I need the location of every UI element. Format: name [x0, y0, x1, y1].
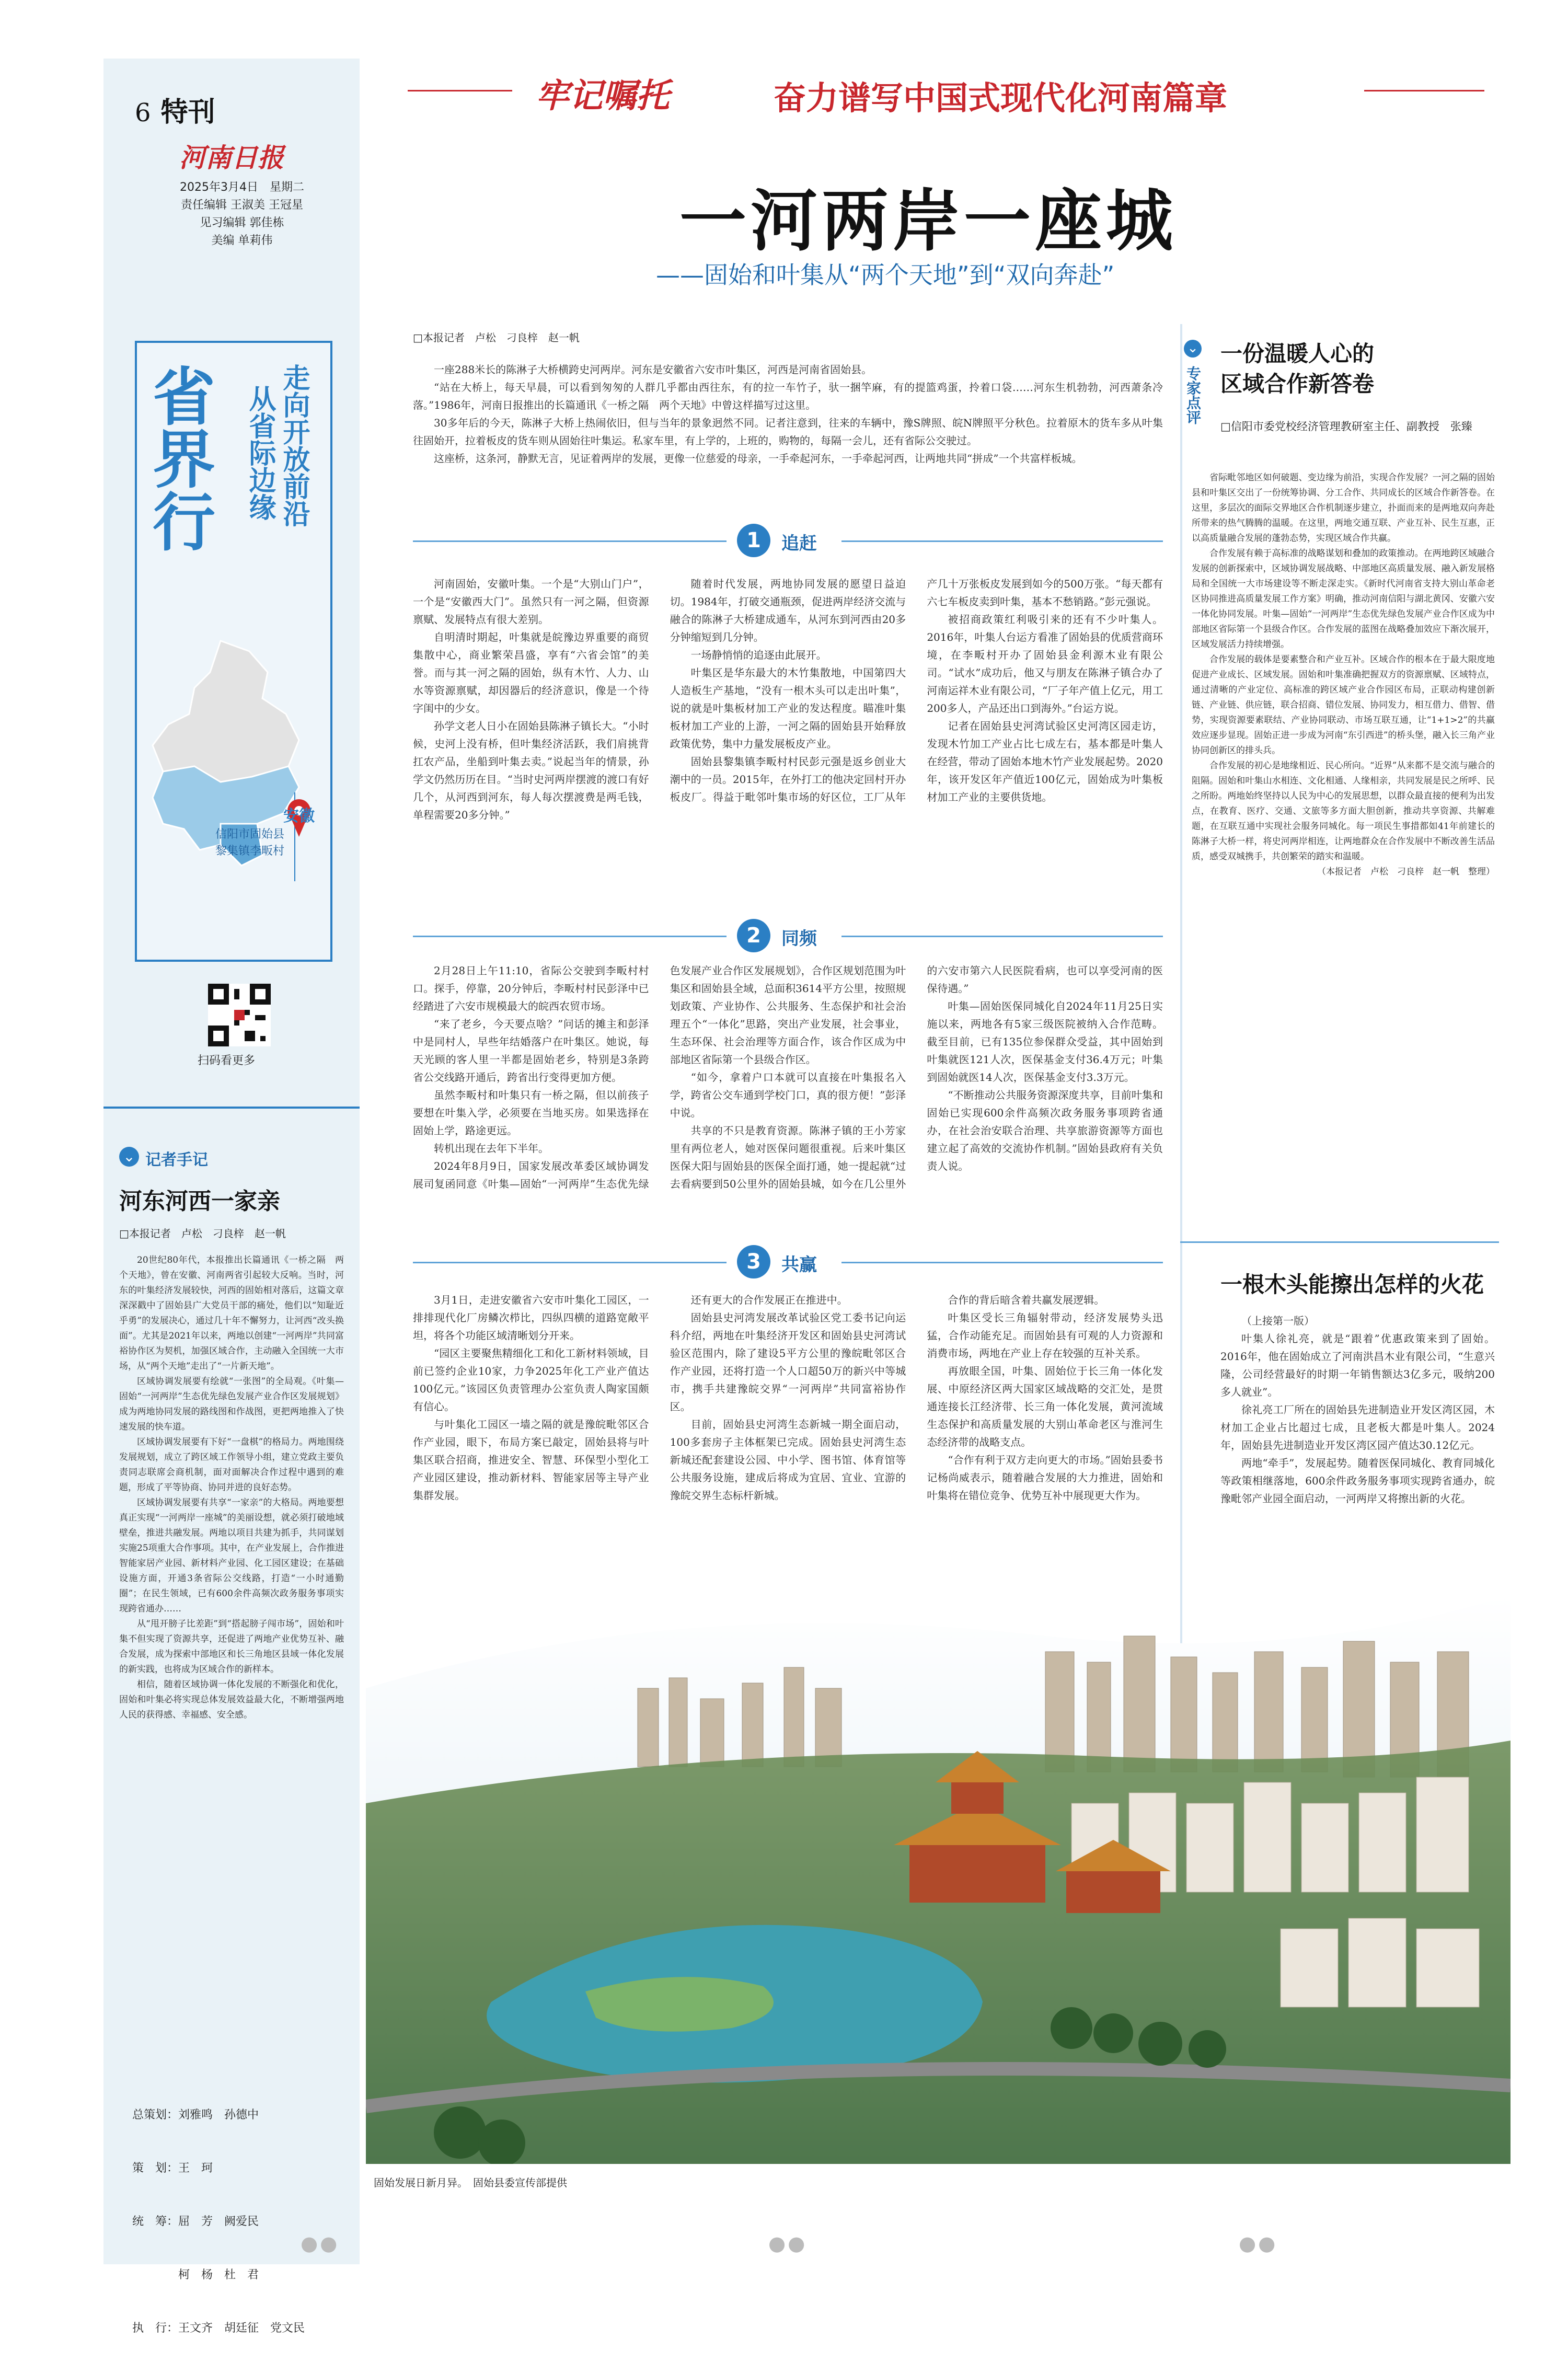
section-rule: [413, 540, 727, 542]
body-paragraph: “园区主要聚焦精细化工和化工新材料领域，目前已签约企业10家，力争2025年化工产业产值达100亿元。”该园区负责管理办公室负责人陶家国颇有信心。: [413, 1347, 649, 1413]
body-paragraph: 被招商政策红利吸引来的还有不少叶集人。2016年，叶集人台运方看准了固始县的优质营商环境，在李畈村开办了固始县金利源木业有限公司。“试水”成功后，他又与朋友在陈淋子镇合办了河南运祥木业有限公司，“厂子年产值上亿元，用工200多人，产品还出口到海外。”台运方说。: [927, 613, 1163, 715]
staff-designer: 美编 单莉伟: [211, 234, 273, 247]
body-paragraph: 合作的背后暗含着共赢发展逻辑。: [948, 1294, 1105, 1306]
banner-left: 牢记嘱托: [536, 76, 670, 116]
sidebar-story-paragraph: 两地“牵手”，发展起势。随着医保同城化、教育同城化等政策相继落地，600余件政务服务事项实现跨省通办，皖豫毗邻产业园全面启动，一河两岸又将擦出新的火花。: [1220, 1457, 1495, 1505]
body-paragraph: 记者在固始县史河湾试验区史河湾区园走访，发现木竹加工产业占比七成左右，基本都是叶集人在经营，带动了固始本地木竹产业发展起势。2020年，该开发区年产值近100亿元，固始成为叶集板材加工产业的主要供货地。: [927, 720, 1163, 803]
lead-paragraph: “站在大桥上，每天早晨，可以看到匆匆的人群几乎都由西往东，有的拉一车竹子，驮一捆竿麻，有的提篮鸡蛋，拎着口袋……河东生机勃勃，河西萧条冷落。”1986年，河南日报推出的长篇通讯《一桥之隔 两个天地》中曾这样描写过这里。: [413, 381, 1163, 411]
banner-rule-left: [408, 90, 512, 91]
expert-paragraph: 省际毗邻地区如何破题、变边缘为前沿，实现合作发展？一河之隔的固始县和叶集区交出了一份统筹协调、分工合作、共同成长的区域合作新答卷。在这里，多层次的面际交界地区合作机制逐步建立，扑面而来的是两地双向奔赴所带来的热气腾腾的温暖。在这里，两地交通互联、产业互补、民生互惠，正以高质量融合发展的蓬勃态势，实现区域合作共赢。: [1192, 473, 1495, 544]
expert-paragraph: （本报记者 卢松 刁良梓 赵一帆 整理）: [1317, 867, 1495, 877]
staff-editor: 责任编辑 王淑美 王冠星: [181, 199, 303, 212]
page-section: 特刊: [160, 97, 215, 128]
chevron-down-icon: ⌄: [119, 1147, 139, 1167]
body-paragraph: 与叶集化工园区一墙之隔的就是豫皖毗邻区合作产业园，眼下，布局方案已敲定，固始县将与叶集区联合招商，推进安全、智慧、环保型小型化工产业园区建设，推动新材料、智能家居等主导产业集群发展。: [413, 1418, 649, 1502]
sidebar-story-paragraph: 叶集人徐礼亮，就是“跟着”优惠政策来到了固始。2016年，他在固始成立了河南洪昌木业有限公司，“生意兴隆，公司经营最好的时期一年销售额达3亿多元，吸纳200多人就业”。: [1220, 1332, 1495, 1398]
sidebar-story-title: 一根木头能擦出怎样的火花: [1220, 1272, 1484, 1297]
aerial-city-photo: [366, 1531, 1511, 2164]
section-rule: [413, 1262, 727, 1263]
body-paragraph: 叶集—固始医保同城化自2024年11月25日实施以来，两地各有5家三级医院被纳入合作范畴。截至目前，已有135位参保群众受益，其中固始到叶集就医121人次，医保基金支付36.4万元；叶集到固始就医14人次，医保基金支付3.3万元。: [927, 1000, 1163, 1084]
body-paragraph: “合作有利于双方走向更大的市场。”固始县委书记杨尚威表示，随着融合发展的大力推进，固始和叶集将在错位竞争、优势互补中展现更大作为。: [927, 1454, 1163, 1502]
footer-dots: ●●: [301, 2232, 340, 2255]
lead-paragraph: 这座桥，这条河，静默无言，见证着两岸的发展，更像一位慈爱的母亲，一手牵起河东，一手牵起河西，让两地共同“拼成”一个共富样板城。: [434, 452, 1082, 465]
credit-line: 总策划：刘雅鸣 孙德中: [132, 2109, 259, 2122]
body-paragraph: 共享的不只是教育资源。陈淋子镇的王小芳家里有两位老人，她对医保问题很重视。后来叶集区医保大阳与固始县的医保全面打通，她一提起就“过去看病要到50公里外的固始县城，如今在几公里外的六安市第六人民医院看病，也可以享受河南的医保待遇。”: [670, 964, 1163, 1190]
body-paragraph: 目前，固始县史河湾生态新城一期全面启动，100多套房子主体框架已完成。固始县史河湾生态新城还配套建设公园、中小学、图书馆、体育馆等公共服务设施，建成后将成为宜居、宜业、宜游的豫皖交界生态标杆新城。: [670, 1418, 906, 1502]
body-paragraph: 随着时代发展，两地协同发展的愿望日益迫切。1984年，打破交通瓶颈，促进两岸经济交流与融合的陈淋子大桥建成通车，从河东到河西由20多分钟缩短到几分钟。: [670, 578, 906, 643]
expert-title-line-2: 区域合作新答卷: [1220, 371, 1375, 397]
page-number: 6: [135, 98, 151, 128]
lake-island: [585, 1977, 774, 2031]
sidebar-story-body: [1220, 1312, 1495, 1507]
banner-right: 奋力谱写中国式现代化河南篇章: [774, 79, 1228, 117]
notes-body: [119, 1253, 344, 1723]
qr-caption: 扫码看更多: [198, 1054, 256, 1067]
credit-line: 统 筹：屈 芳 阙爱民: [132, 2215, 259, 2228]
expert-title: [1220, 339, 1374, 399]
body-paragraph: 转机出现在去年下半年。: [434, 1142, 549, 1155]
body-paragraph: 叶集区受长三角辐射带动，经济发展势头迅猛，合作动能充足。而固始县有可观的人力资源和消费市场，两地在产业上存在较强的互补关系。: [927, 1311, 1163, 1360]
section-2-body: [413, 962, 1163, 1228]
body-paragraph: “不断推动公共服务资源深度共享，目前叶集和固始已实现600余件高频次政务服务事项跨省通办，在社会治安联合治理、共享旅游资源等方面也建立起了高效的交流协作机制。”固始县政府有关负责人说。: [927, 1089, 1163, 1172]
section-3-body: [413, 1291, 1163, 1526]
headline-subtitle: ——固始和叶集从“两个天地”到“双向奔赴”: [656, 261, 1115, 289]
banner-rule-right: [1364, 90, 1484, 91]
section-rule: [841, 1262, 1163, 1263]
notes-paragraph: 从“甩开膀子比差距”到“搭起膀子闯市场”，固始和叶集不但实现了资源共享，还促进了两地产业优势互补、融合发展，成为探索中部地区和长三角地区县域一体化发展的新实践，也将成为区域合作的新样本。: [119, 1619, 344, 1675]
sidebar-story-paragraph: 徐礼亮工厂所在的固始县先进制造业开发区湾区园，木材加工企业占比超过七成，且老板大都是叶集人。2024年，固始县先进制造业开发区湾区园产值达30.12亿元。: [1220, 1403, 1495, 1452]
body-paragraph: 孙学文老人日小在固始县陈淋子镇长大。“小时候，史河上没有桥，但叶集经济活跃，我们肩挑背扛农产品，坐船到叶集去卖。”说起当年的情景，孙学文仍然历历在目。“当时史河两岸摆渡的渡口有好几个，从河西到河东，每人每次摆渡费是两毛钱，单程需要20多分钟。”: [413, 720, 649, 821]
body-paragraph: 叶集区是华东最大的木竹集散地，中国第四大人造板生产基地，“没有一根木头可以走出叶集”，说的就是叶集板材加工产业的发达程度。瞄准叶集板材加工产业的上游，一河之隔的固始县开始释放政策优势，集中力量发展板皮产业。: [670, 666, 906, 750]
map-location-label: [215, 826, 284, 860]
credits: [132, 2071, 305, 2373]
body-paragraph: 2月28日上午11:10，省际公交驶到李畈村村口。探手，停靠，20分钟后，李畈村村民彭泽中已经踏进了六安市规模最大的皖西农贸市场。: [413, 964, 649, 1012]
section-rule: [413, 936, 727, 937]
notes-tag: 记者手记: [145, 1151, 208, 1169]
map-location-village: 黎集镇李畈村: [215, 845, 285, 858]
headline-title: 一河两岸一座城: [679, 182, 1178, 260]
notes-byline: □本报记者 卢松 刁良梓 赵一帆: [119, 1227, 286, 1240]
credit-line: 柯 杨 杜 君: [132, 2268, 259, 2282]
lead-text: [413, 361, 1163, 467]
body-paragraph: “如今，拿着户口本就可以直接在叶集报名入学，跨省公交车通到学校门口，真的很方便！”彭泽中说。: [670, 1071, 906, 1119]
expert-paragraph: 合作发展的载体是要素整合和产业互补。区域合作的根本在于最大限度地促进产业成长、区域发展。固始和叶集准确把握双方的资源禀赋、区域特点，通过清晰的产业定位、高标准的跨区域产业合作园区布局，正联动构建创新链、产业链、供应链，联合招商、错位发展、协同发力，相互借力、借智、借势，实现资源要素联结、产业协同联动、市场互联互通，让“1+1>2”的共赢效应逐步显现。固始正进一步成为河南“东引西进”的桥头堡，融入长三角产业协同创新区的排头兵。: [1192, 654, 1495, 756]
left-sidebar: [103, 59, 360, 2335]
body-paragraph: 自明清时期起，叶集就是皖豫边界重要的商贸集散中心，商业繁荣昌盛，享有“六省会馆”的美誉。而与其一河之隔的固始，纵有木竹、人力、山水等资源禀赋，却因器后的经济意识，像是一个待字闺中的少女。: [413, 631, 649, 715]
section-title: 追赶: [781, 533, 817, 554]
footer-dots: ●●: [768, 2232, 808, 2255]
body-paragraph: 固始县史河湾发展改革试验区党工委书记向运科介绍，两地在叶集经济开发区和固始县史河湾试验区范围内，除了建设5平方公里的豫皖毗邻区合作产业园，还将打造一个人口超50万的新兴中等城市，携手共建豫皖交界“一河两岸”共同富裕协作区。: [670, 1311, 906, 1413]
credit-line: 执 行：王文齐 胡廷征 党文民: [132, 2322, 305, 2335]
body-paragraph: 河南固始，安徽叶集。一个是“大别山门户”，一个是“安徽西大门”。虽然只有一河之隔，但资源禀赋、发展特点有很大差别。: [413, 578, 649, 626]
body-paragraph: 固始县黎集镇李畈村村民彭元强是返乡创业大潮中的一员。2015年，在外打工的他决定回村开办板皮厂。得益于毗邻叶集市场的好区位，工厂从年产几十万张板皮发展到如今的500万张。“每天都有六七车板皮卖到叶集，基本不愁销路。”彭元强说。: [670, 578, 1163, 803]
notes-title: 河东河西一家亲: [119, 1188, 280, 1215]
photo-caption: 固始发展日新月异。 固始县委宣传部提供: [374, 2176, 567, 2189]
chevron-down-icon: ⌄: [1184, 340, 1202, 358]
notes-paragraph: 区域协调发展要有共享“一家亲”的大格局。两地要想真正实现“一河两岸一座城”的美丽设想，就必须打破地域壁垒，推进共融发展。两地以项目共建为抓手，共同谋划实施25项重大合作事项。其中，在产业发展上，合作推进智能家居产业园、新材料产业园、化工园区建设；在基础设施方面，开通3条省际公交线路，打造“一小时通勤圈”；在民生领域，已有600余件高频次政务服务事项实现跨省通办……: [119, 1497, 344, 1614]
section-title: 同频: [781, 928, 817, 949]
paper-logo: 河南日报: [179, 142, 284, 173]
section-number-badge: 3: [737, 1245, 770, 1278]
qr-code-icon[interactable]: [208, 984, 271, 1046]
sidebar-story-rule: [1180, 1241, 1499, 1243]
credit-line: 策 划：王 珂: [132, 2162, 213, 2175]
expert-paragraph: 合作发展的初心是地缘相近、民心所向。“近界”从来都不是交流与融合的阻隔。固始和叶集山水相连、文化相通、人缘相亲，共同发展是民之所呼、民之所盼。两地始终坚持以人民为中心的发展思想，以群众最直接的便利为出发点，在教育、医疗、交通、文旅等多方面大胆创新，推动共享资源、共解难题，在互联互通中实现社会服务同城化。每一项民生事措都如41年前建长的陈淋子大桥一样，将史河两岸相连，让两地群众在合作发展中不断改善生活品质，感受双城携手，共创繁荣的踏实和温暖。: [1192, 761, 1495, 862]
expert-paragraph: 合作发展有赖于高标准的战略谋划和叠加的政策推动。在两地跨区域融合发展的创新探索中，区域协调发展战略、中部地区高质量发展、融入新发展格局和全国统一大市场建设等不断走深走实。《新时代河南省支持大别山革命老区协同推进高质量发展工作方案》明确，推动河南信阳与湖北黄冈、安徽六安一体化协同发展。叶集—固始“一河两岸”生态优先绿色发展产业合作区成为中部地区省际第一个县级合作区。合作发展的蓝图在战略叠加效应下渐次展开，区域发展活力持续增强。: [1192, 548, 1495, 650]
map-label-anhui: 安徽: [283, 807, 315, 825]
lead-paragraph: 一座288米长的陈淋子大桥横跨史河两岸。河东是安徽省六安市叶集区，河西是河南省固始县。: [434, 363, 872, 376]
column-brand-box: [135, 341, 332, 962]
body-paragraph: 一场静悄悄的追逐由此展开。: [690, 649, 827, 661]
notes-paragraph: 区域协调发展要有下好“一盘棋”的格局力。两地围绕发展规划，成立了跨区域工作领导小组，建立党政主要负责同志联席会商机制，面对面解决合作过程中遇到的难题，形成了平等协商、协同并进的良好态势。: [119, 1437, 344, 1493]
column-title: 省界行: [142, 364, 216, 552]
expert-title-line-1: 一份温暖人心的: [1220, 341, 1375, 366]
section-rule: [841, 936, 1163, 937]
main-byline: □本报记者 卢松 刁良梓 赵一帆: [413, 331, 580, 344]
notes-paragraph: 20世纪80年代，本报推出长篇通讯《一桥之隔 两个天地》，曾在安徽、河南两省引起较大反响。当时，河东的叶集经济发展较快，河西的固始相对落后，这篇文章深深戳中了固始县广大党员干部的痛处，他们以“知耻近乎勇”的发展决心，通过几十年不懈努力，让河西“改头换面”。尤其是2021年以来，两地以创建“一河两岸”共同富裕协作区为契机，加强区域合作，主动融入全国统一大市场，从“两个天地”走出了“一片新天地”。: [119, 1255, 344, 1372]
issue-date: 2025年3月4日 星期二: [180, 181, 304, 194]
issue-info: [153, 179, 331, 250]
body-paragraph: 虽然李畈村和叶集只有一桥之隔，但以前孩子要想在叶集入学，必须要在当地买房。如果选择在固始上学，路途更远。: [413, 1089, 649, 1137]
lead-paragraph: 30多年后的今天，陈淋子大桥上热闹依旧，但与当年的景象迥然不同。记者注意到，往来的车辆中，豫S牌照、皖N牌照平分秋色。拉着原木的货车多从叶集往固始开，拉着板皮的货车则从固始往叶集运。私家车里，有上学的，上班的，购物的，每隔一会儿，还有省际公交驶过。: [413, 417, 1163, 447]
sidebar-story-continued: （上接第一版）: [1241, 1315, 1315, 1327]
body-paragraph: 2024年8月9日，国家发展改革委区域协调发展司复函同意《叶集—固始“一河两岸”生态优先绿色发展产业合作区发展规划》，合作区规划范围为叶集区和固始县全域，总面积3614平方公里，按照规划政策、产业协作、公共服务、生态保护和社会治理五个“一体化”思路，突出产业发展，社会事业，生态环保、社会治理等方面合作，该合作区成为中部地区省际第一个县级合作区。: [413, 964, 906, 1190]
section-number-badge: 2: [737, 919, 770, 952]
staff-trainee: 见习编辑 郭佳栋: [200, 216, 284, 229]
column-slogan-1: 走向开放前沿: [278, 364, 309, 527]
footer-dots: ●●: [1239, 2232, 1278, 2255]
right-column-divider: [1180, 324, 1182, 1730]
section-number-badge: 1: [737, 524, 770, 557]
expert-author: □信阳市委党校经济管理教研室主任、副教授 张臻: [1220, 420, 1472, 433]
section-1-body: [413, 575, 1163, 920]
section-rule: [841, 540, 1163, 542]
body-paragraph: 3月1日，走进安徽省六安市叶集化工园区，一排排现代化厂房鳞次栉比，四纵四横的道路宽敞平坦，将各个功能区域清晰划分开来。: [413, 1294, 649, 1342]
page-header: [135, 90, 215, 129]
expert-tag: 专家点评: [1184, 366, 1202, 424]
notes-paragraph: 区域协调发展要有绘就“一张图”的全局观。《叶集—固始“一河两岸”生态优先绿色发展产业合作区发展规划》成为两地协同发展的路线图和作战图，更把两地推入了快速发展的快车道。: [119, 1376, 344, 1432]
map-location-county: 信阳市固始县: [215, 828, 285, 841]
section-title: 共赢: [781, 1254, 817, 1275]
body-paragraph: “来了老乡，今天要点啥？”问话的摊主和彭泽中是同村人，早些年结婚落户在叶集区。她说，每天光顾的客人里一半都是固始老乡，特别是3条跨省公交线路开通后，跨省出行变得更加方便。: [413, 1018, 649, 1084]
body-paragraph: 还有更大的合作发展正在推进中。: [690, 1294, 848, 1306]
body-paragraph: 再放眼全国，叶集、固始位于长三角一体化发展、中原经济区两大国家区域战略的交汇处，是贯通连接长江经济带、长三角一体化发展，黄河流域生态保护和高质量发展的大别山革命老区与淮河生态经济带的战略支点。: [927, 1365, 1163, 1448]
expert-body: [1192, 470, 1495, 880]
notes-divider: [103, 1107, 360, 1109]
column-slogan-2: 从省际边缘: [244, 385, 275, 521]
notes-paragraph: 相信，随着区域协调一体化发展的不断强化和优化，固始和叶集必将实现总体发展效益最大化，不断增强两地人民的获得感、幸福感、安全感。: [119, 1679, 344, 1720]
